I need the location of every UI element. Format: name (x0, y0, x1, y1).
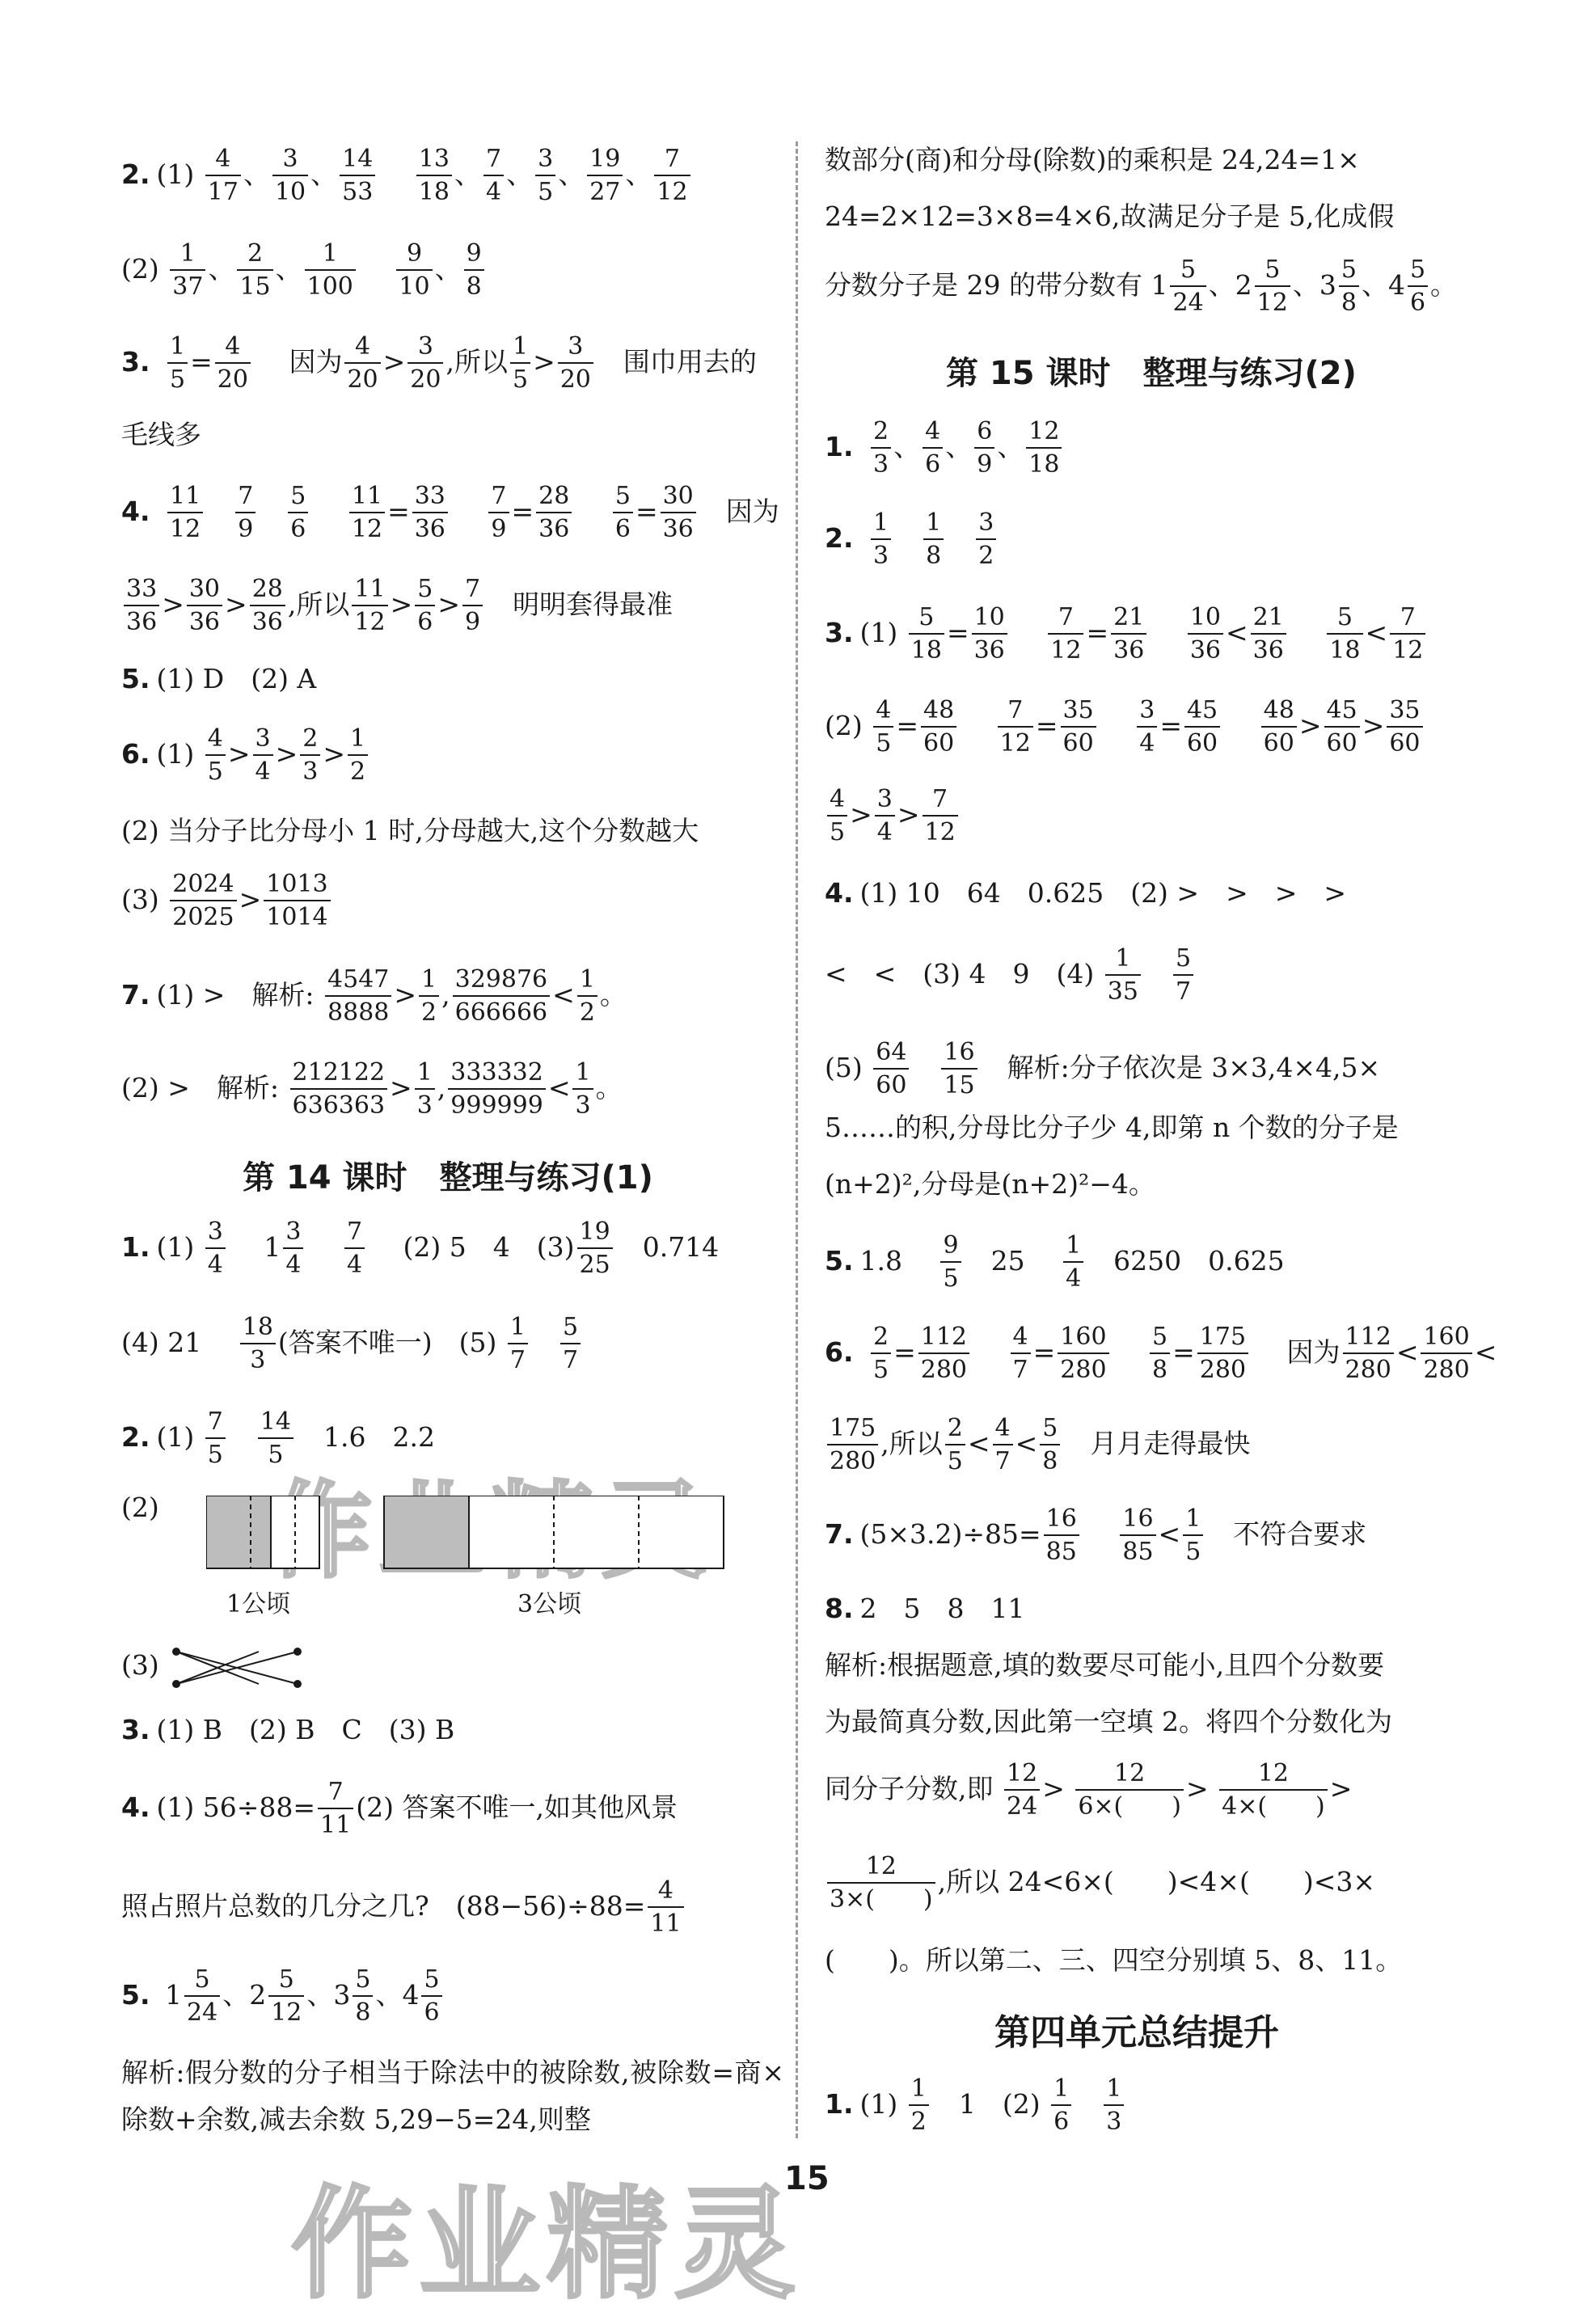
q3-line2: 毛线多 (121, 419, 201, 450)
r-cont-line1: 数部分(商)和分母(除数)的乘积是 24,24=1× (825, 144, 1360, 175)
l15-q4: 4. (1) 10 64 0.625 (2) > > > > (825, 877, 1347, 909)
l14-q2: 2. (1) $\frac{7}{5}$ $\frac{14}{5}$ 1.6 2.2 (121, 1407, 435, 1469)
q6-part3: (3) $\frac{2024}{2025}$ > $\frac{1013}{1014}$ (121, 869, 333, 934)
q2-part2: (2) $\frac{1}{37}$ 、 $\frac{2}{15}$ 、 $\frac{1}{100}$ $\frac{9}{10}$ 、 $\frac{9}{8}$ (121, 238, 487, 303)
l15-q8-expl1: 解析:根据题意,填的数要尽可能小,且四个分数要 (825, 1649, 1385, 1681)
q7-part1: 7. (1) > 解析: $\frac{4547}{8888}$ > $\frac{1}{2}$ , $\frac{329876}{666666}$ < $\frac{1}{2}$ 。 (121, 965, 627, 1027)
l14-q2-part3-label: (3) (121, 1649, 159, 1681)
l14-q4-cont: 照占照片总数的几分之几? (88−56)÷88= $\frac{4}{11}$ (121, 1876, 686, 1940)
heading-lesson-15: 第 15 课时 整理与练习(2) (946, 355, 1357, 392)
hectare-diagram (206, 1496, 740, 1589)
matching-lines-diagram (170, 1645, 307, 1694)
l15-q4-part5: (5) $\frac{64}{60}$ $\frac{16}{15}$ 解析:分子依次是 3×3,4×4,5× (825, 1038, 1381, 1099)
one-hectare-shaded (206, 1496, 271, 1568)
heading-unit-4-summary: 第四单元总结提升 (994, 2012, 1279, 2053)
r-cont-line2: 24=2×12=3×8=4×6,故满足分子是 5,化成假 (825, 200, 1395, 232)
l15-q8-expl4: $\frac{12}{3\times( )}$ ,所以 24<6×( )<4×( )<3× (825, 1851, 1375, 1916)
l15-q2: 2. $\frac{1}{3}$ $\frac{1}{8}$ $\frac{3}{2}$ (825, 508, 999, 572)
l15-q8-expl5: ( )。所以第二、三、四空分别填 5、8、11。 (825, 1944, 1403, 1976)
l15-q6: 6. $\frac{2}{5}$ = $\frac{112}{280}$ $\frac{4}{7}$ = $\frac{160}{280}$ $\frac{5}{8}$ = $\frac{175}{280}$ 因为 $\frac{112}{280}$ < $\frac{160}{280}$ < (825, 1323, 1497, 1384)
l15-q4-cont: < < (3) 4 9 (4) $\frac{1}{35}$ $\frac{5}{7}$ (825, 943, 1196, 1008)
heading-lesson-14: 第 14 课时 整理与练习(1) (243, 1159, 653, 1196)
q5: 5. (1) D (2) A (121, 663, 317, 694)
l15-q5: 5. 1.8 $\frac{9}{5}$ 25 $\frac{1}{4}$ 6250 0.625 (825, 1231, 1285, 1293)
l15-q1: 1. $\frac{2}{3}$ 、 $\frac{4}{6}$ 、 $\frac{6}{9}$ 、 $\frac{12}{18}$ (825, 416, 1064, 481)
l14-q5: 5. 1 $\frac{5}{24}$ 、2 $\frac{5}{12}$ 、3 $\frac{5}{8}$ 、4 $\frac{5}{6}$ (121, 1964, 445, 2029)
l15-q3-part2-cont: $\frac{4}{5}$ > $\frac{3}{4}$ > $\frac{7}{12}$ (825, 784, 961, 849)
l14-q4: 4. (1) 56÷88= $\frac{7}{11}$ (2) 答案不唯一,如其他风景 (121, 1778, 678, 1839)
u4-q1: 1. (1) $\frac{1}{2}$ 1 (2) $\frac{1}{6}$ $\frac{1}{3}$ (825, 2074, 1126, 2138)
l14-q1: 1. (1) $\frac{3}{4}$ 1 $\frac{3}{4}$ $\frac{7}{4}$ (2) 5 4 (3) $\frac{19}{25}$ 0.714 (121, 1217, 720, 1279)
page-number: 15 (784, 2160, 830, 2197)
q7-part2: (2) > 解析: $\frac{212122}{636363}$ > $\frac{1}{3}$ , $\frac{333332}{999999}$ < $\frac{1}{3}$ 。 (121, 1058, 623, 1120)
l14-q2-part2-label: (2) (121, 1492, 159, 1523)
l15-q4-expl3: (n+2)²,分母是(n+2)²−4。 (825, 1168, 1155, 1200)
l15-q4-expl2: 5……的积,分母比分子少 4,即第 n 个数的分子是 (825, 1112, 1399, 1143)
q6-part2: (2) 当分子比分母小 1 时,分母越大,这个分数越大 (121, 815, 699, 846)
q4-line2: $\frac{33}{36}$ > $\frac{30}{36}$ > $\frac{28}{36}$ ,所以 $\frac{11}{12}$ > $\frac{5}{6}$ > $\frac{7}{9}$ 明明套得最准 (121, 574, 673, 639)
label-3-hectare: 3公顷 (517, 1590, 582, 1618)
q4: 4. $\frac{11}{12}$ $\frac{7}{9}$ $\frac{5}{6}$ $\frac{11}{12}$ = $\frac{33}{36}$ $\frac{7}{9}$ = $\frac{28}{36}$ $\frac{5}{6}$ = $\frac{30}{36}$ 因为 (121, 482, 779, 543)
three-hectare-shaded (384, 1496, 469, 1568)
l14-q5-explanation: 解析:假分数的分子相当于除法中的被除数,被除数=商×除数+余数,减去余数 5,29−5=24,则整 (121, 2057, 784, 2135)
column-divider (796, 141, 798, 2138)
watermark: 作业精灵 (291, 2175, 803, 2315)
l15-q3-part1: 3. (1) $\frac{5}{18}$ = $\frac{10}{36}$ $\frac{7}{12}$ = $\frac{21}{36}$ $\frac{10}{36}$ < $\frac{21}{36}$ $\frac{5}{18}$ < $\frac{7}{12}$ (825, 602, 1428, 667)
l15-q7: 7. (5×3.2)÷85= $\frac{16}{85}$ $\frac{16}{85}$ < $\frac{1}{5}$ 不符合要求 (825, 1504, 1367, 1566)
label-1-hectare: 1公顷 (226, 1590, 291, 1618)
l14-q1-cont: (4) 21 $\frac{18}{3}$ (答案不唯一) (5) $\frac{1}{7}$ $\frac{5}{7}$ (121, 1312, 583, 1377)
q2-part1: 2. (1) $\frac{4}{17}$ 、 $\frac{3}{10}$ 、 $\frac{14}{53}$ $\frac{13}{18}$ 、 $\frac{7}{4}$ 、 $\frac{3}{5}$ 、 $\frac{19}{27}$ 、 $\frac{7}{12}$ (121, 144, 693, 209)
r-cont-line3: 分数分子是 29 的带分数有 1 $\frac{5}{24}$ 、2 $\frac{5}{12}$ 、3 $\frac{5}{8}$ 、4 $\frac{5}{6}$ 。 (825, 255, 1458, 317)
l15-q3-part2: (2) $\frac{4}{5}$ = $\frac{48}{60}$ $\frac{7}{12}$ = $\frac{35}{60}$ $\frac{3}{4}$ = $\frac{45}{60}$ $\frac{48}{60}$ > $\frac{45}{60}$ > $\frac{35}{60}$ (825, 695, 1425, 760)
l15-q8: 8. 2 5 8 11 (825, 1593, 1025, 1624)
q6-part1: 6. (1) $\frac{4}{5}$ > $\frac{3}{4}$ > $\frac{2}{3}$ > $\frac{1}{2}$ (121, 724, 370, 788)
q3: 3. $\frac{1}{5}$ = $\frac{4}{20}$ 因为 $\frac{4}{20}$ > $\frac{3}{20}$ ,所以 $\frac{1}{5}$ > $\frac{3}{20}$ 围巾用去的 (121, 332, 757, 394)
l15-q6-cont: $\frac{175}{280}$ ,所以 $\frac{2}{5}$ < $\frac{4}{7}$ < $\frac{5}{8}$ 月月走得最快 (825, 1413, 1250, 1478)
l14-q3: 3. (1) B (2) B C (3) B (121, 1714, 455, 1745)
l15-q8-expl3: 同分子分数,即 $\frac{12}{24}$ > $\frac{12}{6\times( )}$ > $\frac{12}{4\times( )}$ > (825, 1759, 1353, 1821)
l15-q8-expl2: 为最简真分数,因此第一空填 2。将四个分数化为 (825, 1706, 1392, 1737)
